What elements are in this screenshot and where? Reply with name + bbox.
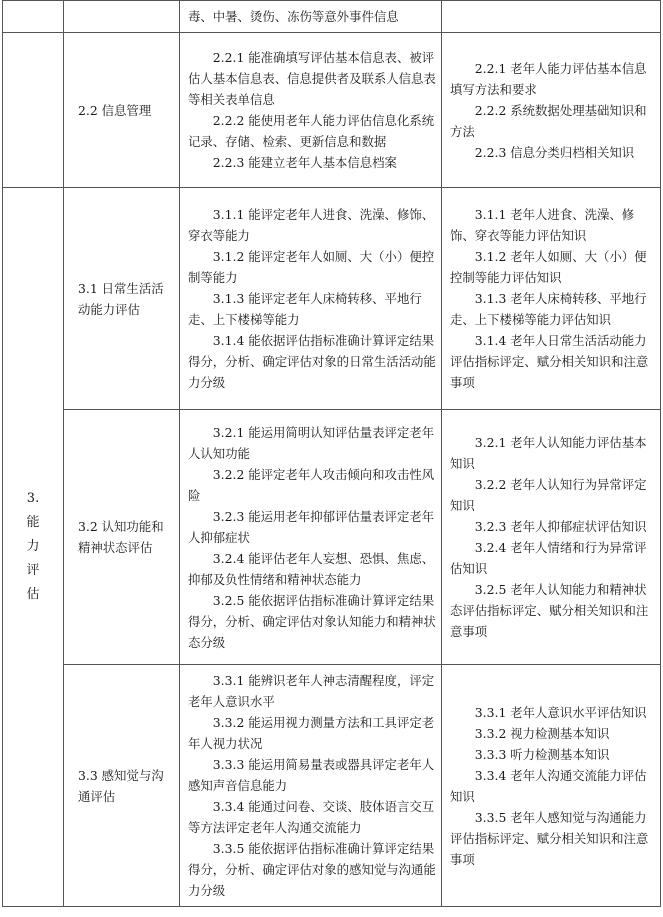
knowledge-line: 2.2.3 信息分类归档相关知识: [474, 144, 635, 160]
skill-line: 3.2.1 能运用简明认知评估量表评定老年人认知功能: [188, 424, 435, 461]
knowledge-line: 3.1.2 老年人如厕、大（小）便控制等能力评估知识: [450, 249, 647, 285]
skill-line: 3.3.2 能运用视力测量方法和工具评定老年人视力状况: [188, 715, 435, 751]
skill-line: 3.1.2 能评定老年人如厕、大（小）便控制等能力: [188, 249, 435, 285]
occupation-function-cell: [3, 188, 64, 907]
skill-requirement-cell: [180, 665, 442, 907]
table-row: [3, 1, 661, 33]
skill-line: 2.2.1 能准确填写评估基本信息表、被评估人基本信息表、信息提供者及联系人信息表等相关表单信息: [188, 50, 436, 107]
occupation-function-cell: [3, 33, 64, 188]
knowledge-line: 3.3.2 视力检测基本知识: [474, 725, 610, 741]
knowledge-line: 3.3.4 老年人沟通交流能力评估知识: [450, 767, 647, 804]
table-row: [3, 410, 661, 665]
table-row: [3, 33, 661, 188]
skill-line: 2.2.2 能使用老年人能力评估信息化系统记录、存储、检索、更新信息和数据: [188, 113, 435, 149]
work-content-label: 2.2 信息管理: [78, 102, 152, 118]
knowledge-line: 3.2.2 老年人认知行为异常评定知识: [450, 477, 647, 513]
skill-line: 3.3.3 能运用简易量表或器具评定老年人感知声音信息能力: [188, 757, 435, 793]
knowledge-cell: [442, 188, 661, 410]
skill-requirement-cell: [180, 1, 442, 33]
knowledge-line: 2.2.2 系统数据处理基础知识和方法: [450, 102, 647, 139]
skill-requirements-table: [2, 0, 661, 907]
occupation-function-label: 3. 能力评估: [26, 491, 40, 602]
work-content-cell: [64, 410, 180, 665]
knowledge-line: 3.2.3 老年人抑郁症状评估知识: [474, 519, 647, 534]
skill-line: 3.2.2 能评定老年人攻击倾向和攻击性风险: [188, 466, 435, 503]
knowledge-cell: [442, 33, 661, 188]
skill-line: 2.2.3 能建立老年人基本信息档案: [212, 155, 397, 170]
knowledge-cell: [442, 410, 661, 665]
work-content-label: 3.1 日常生活活动能力评估: [78, 280, 164, 317]
knowledge-line: 3.1.1 老年人进食、洗澡、修饰、穿衣等能力评估知识: [450, 207, 635, 243]
knowledge-line: 3.3.3 听力检测基本知识: [474, 746, 610, 762]
table-row: [3, 188, 661, 410]
knowledge-line: 3.3.5 老年人感知觉与沟通能力评估指标评定、赋分相关知识和注意事项: [450, 809, 649, 867]
skill-requirement-cell: [180, 410, 442, 665]
knowledge-line: 3.2.4 老年人情绪和行为异常评估知识: [450, 540, 647, 576]
skill-line: 3.3.5 能依据评估指标准确计算评定结果得分，分析、确定评估对象的感知觉与沟通能力分级: [188, 841, 436, 898]
skill-line: 3.1.3 能评定老年人床椅转移、平地行走、上下楼梯等能力: [188, 291, 422, 327]
skill-line: 3.2.3 能运用老年抑郁评估量表评定老年人抑郁症状: [188, 508, 435, 545]
skill-line: 3.2.5 能依据评估指标准确计算评定结果得分，分析、确定评估对象认知能力和精神状态分级: [188, 592, 436, 650]
work-content-cell: [64, 188, 180, 410]
skill-line: 3.3.1 能辨识老年人神志清醒程度，评定老年人意识水平: [188, 673, 435, 709]
work-content-cell: [64, 1, 180, 33]
knowledge-cell: [442, 665, 661, 907]
work-content-label: 3.2 认知功能和精神状态评估: [78, 519, 164, 555]
skill-line: 3.2.4 能评估老年人妄想、恐惧、焦虑、抑郁及负性情绪和精神状态能力: [188, 550, 435, 587]
work-content-cell: [64, 665, 180, 907]
occupation-function-cell: [3, 1, 64, 33]
table-row: [3, 665, 661, 907]
skill-requirement-cell: [180, 33, 442, 188]
skill-line: 3.1.1 能评定老年人进食、洗澡、修饰、穿衣等能力: [188, 207, 435, 243]
knowledge-line: 3.1.4 老年人日常生活活动能力评估指标评定、赋分相关知识和注意事项: [450, 333, 649, 390]
skill-requirement-cell: [180, 188, 442, 410]
knowledge-line: 3.3.1 老年人意识水平评估知识: [474, 704, 647, 720]
knowledge-line: 3.2.1 老年人认知能力评估基本知识: [450, 435, 647, 471]
knowledge-line: 3.2.5 老年人认知能力和精神状态评估指标评定、赋分相关知识和注意事项: [450, 582, 649, 639]
skill-line: 3.3.4 能通过问卷、交谈、肢体语言交互等方法评定老年人沟通交流能力: [188, 799, 435, 835]
knowledge-cell: [442, 1, 661, 33]
knowledge-line: 3.1.3 老年人床椅转移、平地行走、上下楼梯等能力评估知识: [450, 291, 647, 327]
skill-line: 3.1.4 能依据评估指标准确计算评定结果得分，分析、确定评估对象的日常生活活动能力分级: [188, 333, 436, 390]
work-content-label: 3.3 感知觉与沟通评估: [78, 767, 164, 804]
skill-line: 毒、中暑、烫伤、冻伤等意外事件信息: [188, 9, 399, 24]
knowledge-line: 2.2.1 老年人能力评估基本信息填写方法和要求: [450, 60, 647, 97]
work-content-cell: [64, 33, 180, 188]
